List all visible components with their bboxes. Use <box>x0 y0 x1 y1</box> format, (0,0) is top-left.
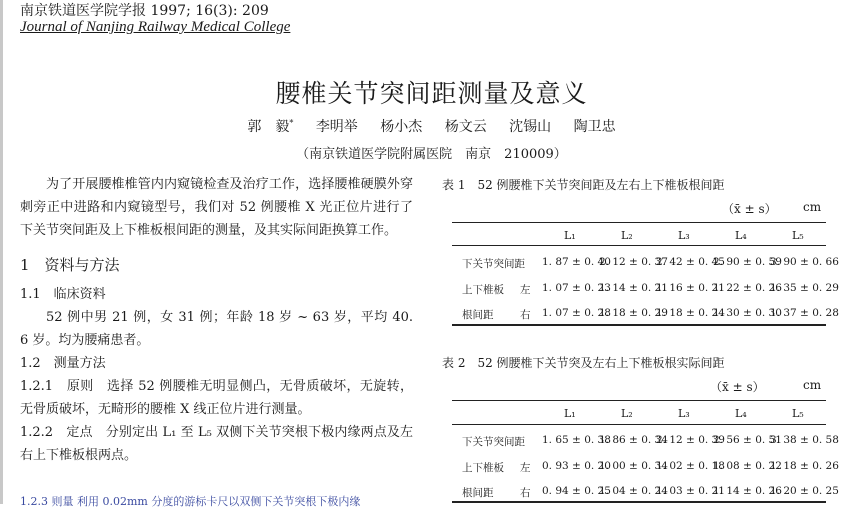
table2-top-rule <box>452 400 826 401</box>
table2-cell: 1. 02 ± 0. 18 <box>656 460 725 472</box>
table1-cell: 1. 87 ± 0. 40 <box>542 256 611 268</box>
table2-col-header: L₅ <box>792 407 804 420</box>
table1-cell: 1. 07 ± 0. 23 <box>542 282 611 294</box>
point-paragraph: 1.2.2 定点 分别定出 L₁ 至 L₅ 双侧下关节突根下极内缘两点及左右上下椎板根两点。 <box>20 425 413 463</box>
table2-cell: 1. 20 ± 0. 25 <box>770 485 839 497</box>
table2-cell: 3. 38 ± 0. 58 <box>770 434 839 446</box>
table2-col-header: L₁ <box>564 407 576 420</box>
table2-cell: 1. 18 ± 0. 26 <box>770 460 839 472</box>
author-2: 李明举 <box>315 119 358 135</box>
table2-row-side: 左 <box>520 462 531 474</box>
table2-col-header: L₄ <box>735 407 747 420</box>
table2-cell: 1. 03 ± 0. 21 <box>656 485 725 497</box>
table1-col-header: L₁ <box>564 229 576 242</box>
table1-row-label: 根间距 <box>462 309 494 321</box>
body-left-column <box>20 173 413 467</box>
table2-col-header: L₂ <box>621 407 633 420</box>
affiliation: （南京铁道医学院附属医院 南京 210009） <box>296 147 567 162</box>
table2-cell: 1. 14 ± 0. 26 <box>713 485 782 497</box>
intro-paragraph: 为了开展腰椎椎管内内窥镜检查及治疗工作，选择腰椎硬膜外穿刺旁正中进路和内窥镜型号，我们对 52 例腰椎 X 光正位片进行了下关节突间距及上下椎板根间距的测量，及其实际间距换算工作。 <box>20 177 413 238</box>
table2-cell: 1. 04 ± 0. 24 <box>599 485 668 497</box>
table2-cell: 2. 56 ± 0. 51 <box>713 434 782 446</box>
author-6: 陶卫忠 <box>573 119 616 135</box>
table1-stat: （x̄ ± s） <box>722 202 777 216</box>
author-1: 郭 毅* <box>247 118 294 135</box>
table1-row-side: 右 <box>520 309 531 321</box>
table2-mid-rule <box>452 424 826 425</box>
table2-cell: 1. 08 ± 0. 22 <box>713 460 782 472</box>
table1-col-header: L₂ <box>621 229 633 242</box>
table1-cell: 1. 14 ± 0. 21 <box>599 282 668 294</box>
journal-cn-line: 南京铁道医学院学报 1997; 16(3): 209 <box>20 3 269 19</box>
table1-caption: 表 1 52 例腰椎下关节突间距及左右上下椎板根间距 <box>442 178 725 192</box>
table1-top-rule <box>452 222 826 223</box>
author-list <box>0 116 863 136</box>
table2-row-label: 上下椎板 <box>462 462 504 474</box>
table1-row-label: 上下椎板 <box>462 284 504 296</box>
first-author-mark: * <box>289 118 294 128</box>
table2-col-header: L₃ <box>678 407 690 420</box>
table1-row-side: 左 <box>520 284 531 296</box>
table1-cell: 1. 18 ± 0. 24 <box>656 307 725 319</box>
journal-en-line: Journal of Nanjing Railway Medical College <box>20 19 291 35</box>
author-3: 杨小杰 <box>380 119 423 135</box>
table1-unit: cm <box>803 200 822 214</box>
table1-cell: 1. 35 ± 0. 29 <box>770 282 839 294</box>
table2-cell: 1. 86 ± 0. 34 <box>599 434 668 446</box>
table2-bottom-rule <box>452 501 826 503</box>
table2-caption: 表 2 52 例腰椎下关节突及左右上下椎板根实际间距 <box>442 356 725 370</box>
table2-row-label: 根间距 <box>462 487 494 499</box>
table1-cell: 2. 90 ± 0. 59 <box>713 256 782 268</box>
table2-stat: （x̄ ± s） <box>710 380 765 394</box>
table2-unit: cm <box>803 378 822 392</box>
author-4: 杨文云 <box>444 119 487 135</box>
clinical-data-paragraph: 52 例中男 21 例，女 31 例；年龄 18 岁 ~ 63 岁，平均 40. 6 岁。均为腰痛患者。 <box>20 310 413 348</box>
subsection-heading: 1.2 测量方法 <box>20 356 106 371</box>
principle-paragraph: 1.2.1 原则 选择 52 例腰椎无明显侧凸，无骨质破坏，无旋转，无骨质破坏，无畸形的腰椎 X 线正位片进行测量。 <box>20 379 413 417</box>
table2-cell: 2. 12 ± 0. 39 <box>656 434 725 446</box>
cutoff-line: 1.2.3 则量 利用 0.02mm 分度的游标卡尺以双侧下关节突根下极内缘 <box>20 495 361 508</box>
table1-bottom-rule <box>452 324 826 326</box>
table1-mid-rule <box>452 245 826 246</box>
table2-cell: 1. 00 ± 0. 34 <box>599 460 668 472</box>
table1-cell: 1. 18 ± 0. 29 <box>599 307 668 319</box>
table1-cell: 1. 16 ± 0. 21 <box>656 282 725 294</box>
table1-cell: 2. 42 ± 0. 45 <box>656 256 725 268</box>
table1-col-header: L₄ <box>735 229 747 242</box>
table1-cell: 2. 12 ± 0. 37 <box>599 256 668 268</box>
subsection-heading: 1.1 临床资料 <box>20 287 106 302</box>
table1-cell: 3. 90 ± 0. 66 <box>770 256 839 268</box>
article-title: 腰椎关节突间距测量及意义 <box>275 79 588 108</box>
table1-cell: 1. 07 ± 0. 28 <box>542 307 611 319</box>
table2-cell: 0. 94 ± 0. 25 <box>542 485 611 497</box>
section-heading: 1 资料与方法 <box>20 256 120 274</box>
table1-row-label: 下关节突间距 <box>462 258 525 270</box>
table2-cell: 1. 65 ± 0. 38 <box>542 434 611 446</box>
table2-row-side: 右 <box>520 487 531 499</box>
table1-col-header: L₃ <box>678 229 690 242</box>
table1-col-header: L₅ <box>792 229 804 242</box>
author-5: 沈锡山 <box>509 119 552 135</box>
table2-row-label: 下关节突间距 <box>462 436 525 448</box>
table1-cell: 1. 22 ± 0. 26 <box>713 282 782 294</box>
table1-cell: 1. 30 ± 0. 30 <box>713 307 782 319</box>
table2-cell: 0. 93 ± 0. 20 <box>542 460 611 472</box>
table1-cell: 1. 37 ± 0. 28 <box>770 307 839 319</box>
